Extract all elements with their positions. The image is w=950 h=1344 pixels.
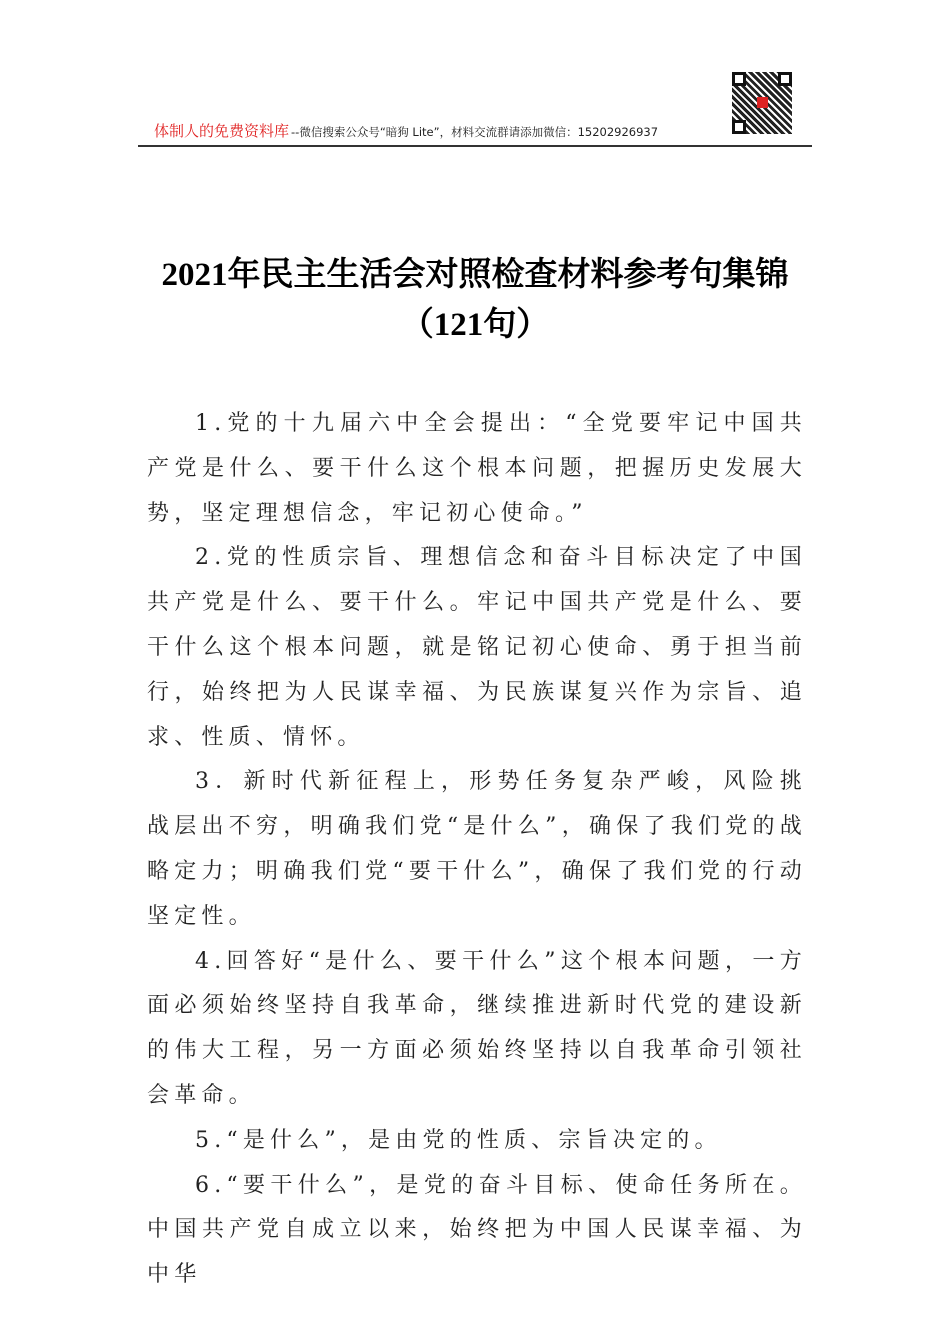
paragraph: 1.党的十九届六中全会提出：“全党要牢记中国共产党是什么、要干什么这个根本问题，把握历史发展大势，坚定理想信念，牢记初心使命。” xyxy=(147,411,807,526)
brand-name: 体制人的免费资料库 xyxy=(154,122,290,140)
document-body xyxy=(147,402,807,1298)
paragraph: 4.回答好“是什么、要干什么”这个根本问题，一方面必须始终坚持自我革命，继续推进新时代党的建设新的伟大工程，另一方面必须始终坚持以自我革命引领社会革命。 xyxy=(147,948,807,1108)
header-slogan: --微信搜索公众号“暗狗 Lite”，材料交流群请添加微信：15202926937 xyxy=(291,125,659,139)
header-banner xyxy=(154,120,658,141)
paragraph: 2.党的性质宗旨、理想信念和奋斗目标决定了中国共产党是什么、要干什么。牢记中国共产党是什么、要干什么这个根本问题，就是铭记初心使命、勇于担当前行，始终把为人民谋幸福、为民族谋复兴作为宗旨、追求、性质、情怀。 xyxy=(147,545,807,750)
paragraph: 3．新时代新征程上，形势任务复杂严峻，风险挑战层出不穷，明确我们党“是什么”，确保了我们党的战略定力；明确我们党“要干什么”，确保了我们党的行动坚定性。 xyxy=(147,769,807,929)
paragraph: 5.“是什么”，是由党的性质、宗旨决定的。 xyxy=(195,1127,722,1153)
document-title: 2021年民主生活会对照检查材料参考句集锦（121句） xyxy=(161,257,789,343)
qr-code xyxy=(732,72,792,134)
paragraph: 6.“要干什么”，是党的奋斗目标、使命任务所在。中国共产党自成立以来，始终把为中国人民谋幸福、为中华 xyxy=(147,1172,807,1288)
page-header xyxy=(138,70,812,147)
